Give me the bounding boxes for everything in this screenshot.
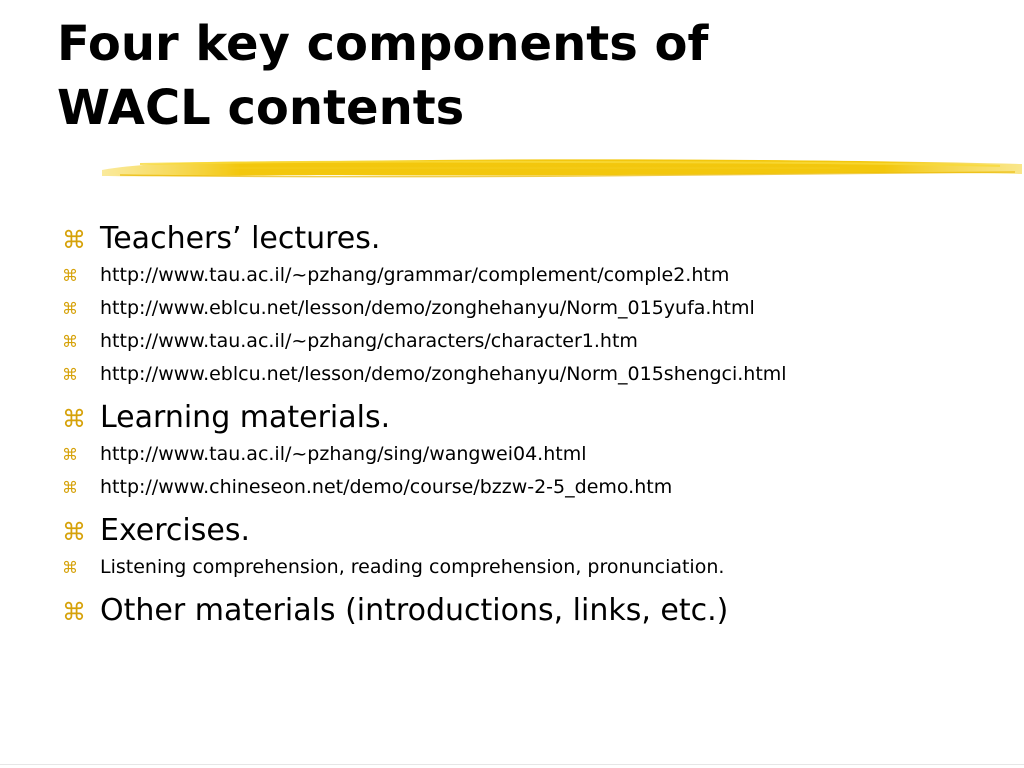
list-item bbox=[62, 438, 1002, 471]
list-item-text: Learning materials. bbox=[100, 400, 391, 435]
slide-title-line-1: Four key components of bbox=[57, 16, 709, 72]
list-item-text: Listening comprehension, reading comprehension, pronunciation. bbox=[100, 556, 725, 578]
command-key-bullet-icon: ⌘ bbox=[62, 299, 78, 318]
list-item bbox=[62, 512, 1002, 551]
list-item bbox=[62, 259, 1002, 292]
list-item bbox=[62, 399, 1002, 438]
command-key-bullet-icon: ⌘ bbox=[62, 266, 78, 285]
command-key-bullet-icon: ⌘ bbox=[62, 518, 86, 546]
command-key-bullet-icon: ⌘ bbox=[62, 598, 86, 626]
list-item-text: http://www.chineseon.net/demo/course/bzzw-2-5_demo.htm bbox=[100, 476, 673, 498]
list-item-text: http://www.eblcu.net/lesson/demo/zonghehanyu/Norm_015shengci.html bbox=[100, 363, 787, 385]
title-brush-underline bbox=[100, 150, 1024, 186]
command-key-bullet-icon: ⌘ bbox=[62, 365, 78, 384]
bottom-divider bbox=[0, 764, 1024, 765]
command-key-bullet-icon: ⌘ bbox=[62, 478, 78, 497]
command-key-bullet-icon: ⌘ bbox=[62, 405, 86, 433]
list-item-text: http://www.eblcu.net/lesson/demo/zonghehanyu/Norm_015yufa.html bbox=[100, 297, 755, 319]
list-item-text: Teachers’ lectures. bbox=[100, 221, 381, 256]
list-item-text: Exercises. bbox=[100, 513, 250, 548]
command-key-bullet-icon: ⌘ bbox=[62, 558, 78, 577]
list-item bbox=[62, 592, 1002, 631]
list-item bbox=[62, 471, 1002, 504]
list-item bbox=[62, 292, 1002, 325]
list-item-text: http://www.tau.ac.il/~pzhang/sing/wangwei04.html bbox=[100, 443, 587, 465]
command-key-bullet-icon: ⌘ bbox=[62, 226, 86, 254]
list-item-text: Other materials (introductions, links, etc.) bbox=[100, 593, 729, 628]
list-item-text: http://www.tau.ac.il/~pzhang/grammar/complement/comple2.htm bbox=[100, 264, 730, 286]
slide-title bbox=[57, 12, 987, 140]
slide-title-line-2: WACL contents bbox=[57, 80, 465, 136]
list-item-text: http://www.tau.ac.il/~pzhang/characters/character1.htm bbox=[100, 330, 638, 352]
list-item bbox=[62, 220, 1002, 259]
list-item bbox=[62, 325, 1002, 358]
list-item bbox=[62, 358, 1002, 391]
command-key-bullet-icon: ⌘ bbox=[62, 445, 78, 464]
command-key-bullet-icon: ⌘ bbox=[62, 332, 78, 351]
list-item bbox=[62, 551, 1002, 584]
content-bullet-list bbox=[62, 220, 1002, 631]
